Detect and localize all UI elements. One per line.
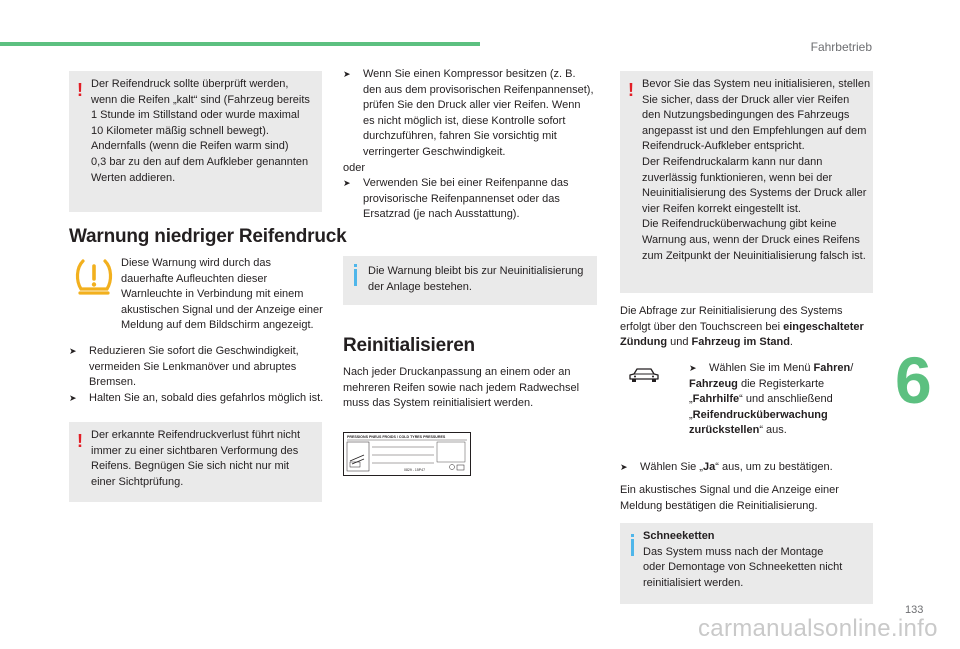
reinit-intro: [620, 304, 882, 351]
warning-line: den Nutzungsbedingungen des Fahrzeugs: [642, 109, 850, 122]
warning-line: zum Zeitpunkt der Neuinitialisierung falsch ist.: [642, 249, 866, 262]
warning-line: Der erkannte Reifendruckverlust führt nicht: [91, 429, 301, 441]
reinit-paragraph: [343, 365, 605, 412]
text-line: muss das System reinitialisiert werden.: [343, 397, 534, 410]
warning-line: Der Reifendruck sollte überprüft werden,: [91, 78, 289, 90]
step-confirm: [620, 460, 882, 476]
exclamation-icon: !: [77, 80, 83, 100]
warning-line: Warnung aus, wenn der Druck eines Reifens: [642, 233, 860, 246]
text-span: und: [667, 336, 692, 349]
info-icon: [354, 269, 357, 286]
bullet-continuation: prüfen Sie den Druck aller vier Reifen. Wenn: [363, 99, 581, 112]
bullet-item: [343, 176, 605, 192]
bullet-item: [620, 460, 882, 476]
warning-line: angepasst ist und den Empfehlungen auf dem: [642, 124, 867, 137]
warning-description: [121, 256, 326, 334]
text-span: erfolgt über den Touchscreen bei: [620, 320, 784, 333]
text-span: die Registerkarte: [737, 377, 825, 390]
arrow-bullet-icon: ➤: [343, 69, 351, 79]
text-span: „: [689, 408, 693, 421]
arrow-bullet-icon: ➤: [343, 178, 351, 189]
section-title: Fahrbetrieb: [810, 40, 872, 54]
warning-line: immer zu einer sichtbaren Verformung des: [91, 444, 299, 457]
text-line: [620, 335, 882, 351]
info-line: Die Warnung bleibt bis zur Neuinitialisierung: [368, 265, 584, 277]
text-line: Nach jeder Druckanpassung an einem oder an: [343, 366, 571, 378]
text-line: [620, 320, 882, 336]
warning-box-cold-tyres: [69, 71, 322, 212]
watermark: carmanualsonline.info: [698, 615, 938, 642]
info-box-snow-chains: [620, 523, 873, 604]
label-code: 0829 - 15P47: [404, 468, 426, 472]
warning-line: einer Sichtprüfung.: [91, 475, 184, 488]
text-span: .: [789, 336, 793, 349]
bold-span: Fahrhilfe: [692, 393, 740, 406]
warning-line: wenn die Reifen „kalt“ sind (Fahrzeug bereits: [91, 93, 310, 106]
text-line: akustischen Signal und der Anzeige einer: [121, 303, 323, 316]
tyre-pressure-label-image: [343, 432, 471, 476]
arrow-bullet-icon: ➤: [620, 462, 628, 472]
warning-line: 1 Stunde im Stillstand oder wurde maximal: [91, 109, 300, 122]
text-line: Ein akustisches Signal und die Anzeige einer: [620, 484, 839, 496]
bullet-item: [69, 344, 327, 360]
info-title: Schneeketten: [643, 530, 715, 542]
heading-reinitialize: Reinitialisieren: [343, 335, 475, 356]
text-line: Meldung auf dem Bildschirm angezeigt.: [121, 319, 314, 332]
bold-span: Fahren: [813, 362, 851, 374]
warning-line: 0,3 bar zu den auf dem Aufkleber genannten: [91, 155, 309, 168]
header-bar: [0, 42, 480, 46]
bullet-item: [689, 361, 879, 377]
page-number: 133: [905, 604, 924, 616]
bold-span: Zündung: [620, 336, 668, 349]
text-line: Warnleuchte in Verbindung mit einem: [121, 288, 304, 301]
text-line: [689, 392, 879, 408]
text-span: “ aus.: [759, 424, 787, 437]
text-line: [689, 408, 879, 424]
bold-span: Fahrzeug: [689, 377, 738, 390]
confirm-paragraph: [620, 483, 882, 514]
warning-line: Der Reifendruckalarm kann nur dann: [642, 155, 823, 168]
text-line: dauerhafte Aufleuchten dieser: [121, 272, 268, 285]
text-line: Diese Warnung wird durch das: [121, 257, 271, 269]
text-span: „: [689, 393, 693, 406]
info-line: Das System muss nach der Montage: [643, 545, 824, 558]
text-span: /: [850, 362, 854, 374]
bullet-item: [69, 391, 327, 407]
warning-line: Sie sicher, dass der Druck aller vier Reifen: [642, 93, 850, 106]
text-span: Wählen Sie „: [640, 461, 703, 473]
bullet-item: [343, 67, 605, 83]
step-select-menu: [689, 361, 879, 439]
info-icon: [631, 539, 634, 556]
bold-span: Ja: [702, 461, 716, 473]
text-line: Verwenden Sie bei einer Reifenpanne das: [363, 177, 569, 190]
warning-line: Neuinitialisierung des Systems der Druck aller: [642, 187, 867, 200]
text-span: Wählen Sie im Menü: [709, 362, 814, 374]
bullet-continuation: Bremsen.: [89, 376, 137, 389]
text-line: [689, 377, 879, 393]
arrow-bullet-icon: ➤: [69, 346, 77, 356]
arrow-bullet-icon: ➤: [69, 392, 77, 403]
bullet-continuation: den aus dem provisorischen Reifenpannenset),: [363, 83, 594, 96]
bullet-continuation: vermeiden Sie Lenkmanöver und abruptes: [89, 360, 297, 373]
warning-line: Bevor Sie das System neu initialisieren, stellen: [642, 78, 871, 90]
info-line: der Anlage bestehen.: [368, 280, 472, 293]
text-line: mehreren Reifen sowie nach jedem Radwechsel: [343, 381, 580, 394]
exclamation-icon: !: [628, 80, 634, 100]
bullet-list-actions: [69, 344, 327, 406]
text-line: [689, 423, 879, 439]
bullet-continuation: es nicht möglich ist, diese Kontrolle sofort: [363, 114, 566, 127]
warning-line: Werten addieren.: [91, 171, 176, 184]
info-box-warning-persists: [343, 256, 597, 305]
warning-box-before-reinit: [620, 71, 873, 293]
warning-line: zuverlässig funktionieren, wenn bei der: [642, 171, 833, 184]
bold-span: Reifendrucküberwachung: [692, 408, 828, 421]
info-line: reinitialisiert werden.: [643, 576, 744, 589]
bold-span: eingeschalteter: [783, 320, 864, 333]
text-line: Wenn Sie einen Kompressor besitzen (z. B.: [363, 68, 576, 80]
car-icon: [627, 365, 661, 387]
tyre-pressure-warning-icon: [75, 257, 113, 297]
text-line: Reduzieren Sie sofort die Geschwindigkeit,: [89, 345, 299, 357]
info-line: oder Demontage von Schneeketten nicht: [643, 561, 843, 574]
bullet-continuation: verringerter Geschwindigkeit.: [363, 145, 506, 158]
warning-line: Andernfalls (wenn die Reifen warm sind): [91, 140, 289, 153]
warning-line: Reifendruck-Aufkleber entspricht.: [642, 140, 805, 153]
exclamation-icon: !: [77, 431, 83, 451]
text-line: Halten Sie an, sobald dies gefahrlos möglich ist.: [89, 391, 324, 404]
warning-line: Die Reifendrucküberwachung gibt keine: [642, 218, 837, 231]
warning-box-visual-check: [69, 422, 322, 502]
bold-span: Fahrzeug im Stand: [691, 336, 790, 349]
label-title: PRESSIONS PNEUS FROIDS / COLD TYRES PRESSURES: [347, 435, 446, 439]
arrow-bullet-icon: ➤: [689, 363, 697, 373]
bold-span: zurückstellen: [689, 424, 760, 437]
bullet-continuation: provisorische Reifenpannenset oder das: [363, 192, 560, 205]
bullet-continuation: durchzuführen, fahren Sie vorsichtig mit: [363, 130, 557, 143]
text-line: Die Abfrage zur Reinitialisierung des Systems: [620, 305, 843, 317]
warning-line: 10 Kilometer mäßig schnell bewegt).: [91, 124, 269, 137]
heading-low-pressure: Warnung niedriger Reifendruck: [69, 226, 347, 247]
bullet-continuation: Ersatzrad (je nach Ausstattung).: [363, 208, 520, 221]
warning-line: Reifens. Begnügen Sie sich nicht nur mit: [91, 460, 290, 473]
text-span: “ aus, um zu bestätigen.: [715, 461, 833, 473]
chapter-number: 6: [895, 343, 932, 417]
warning-line: vier Reifen korrekt eingestellt ist.: [642, 202, 801, 215]
text-line: Meldung bestätigen die Reinitialisierung.: [620, 499, 818, 512]
text-span: “ und anschließend: [739, 393, 833, 406]
bullet-list-compressor: [343, 67, 605, 223]
oder-text: oder: [343, 161, 366, 174]
